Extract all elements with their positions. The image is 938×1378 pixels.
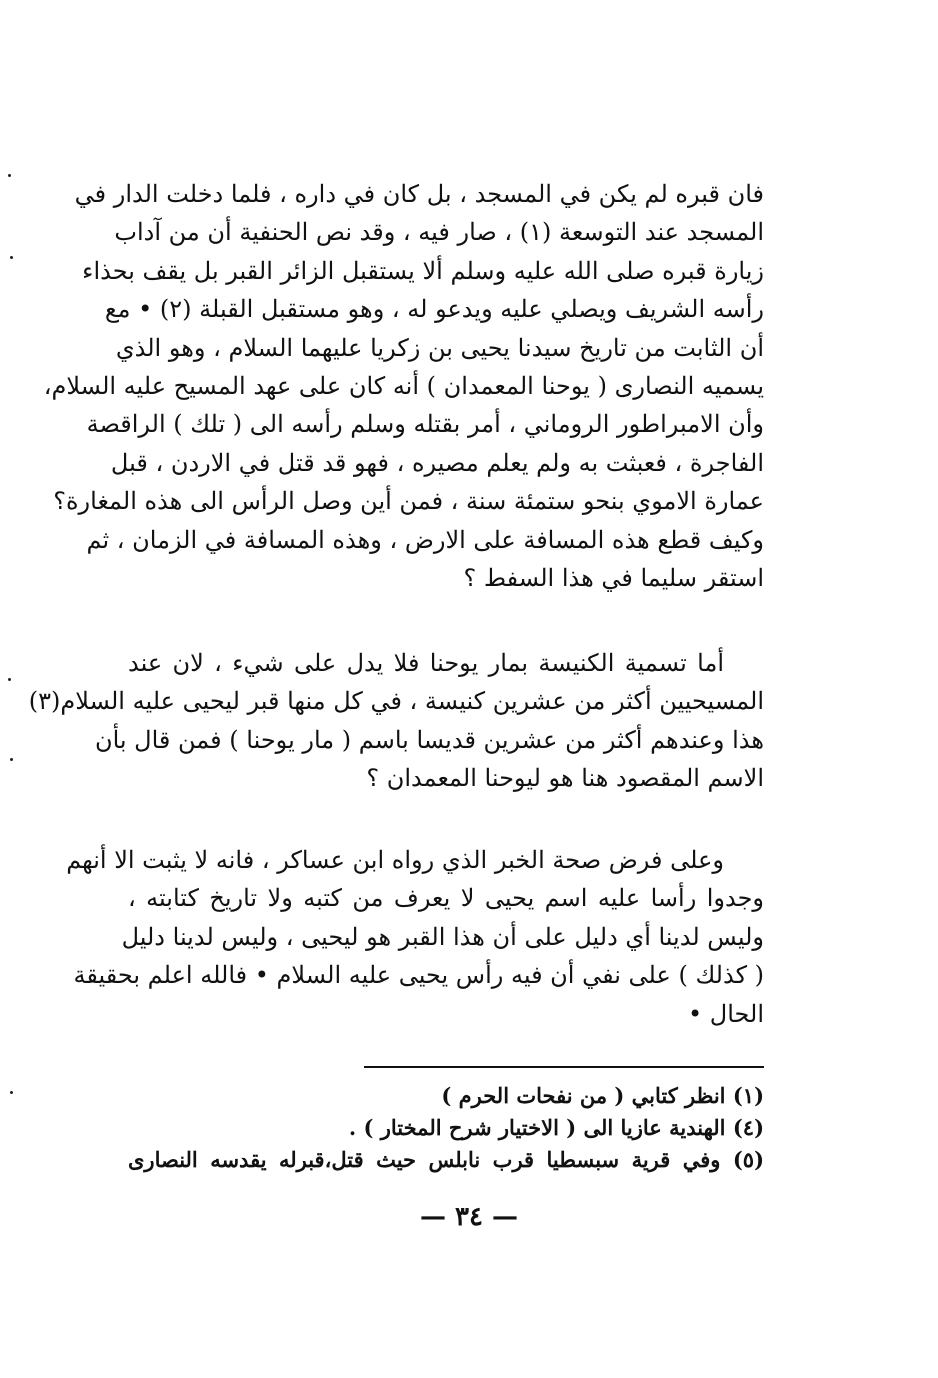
footnote-4: (٤) الهندية عازيا الى ( الاختيار شرح المختار ) . xyxy=(348,1115,764,1140)
text-line: هذا وعندهم أكثر من عشرين قديسا باسم ( مار يوحنا ) فمن قال بأن xyxy=(94,725,764,754)
text-line: استقر سليما في هذا السفط ؟ xyxy=(463,563,764,592)
footnote-1: (١) انظر كتابي ( من نفحات الحرم ) xyxy=(441,1083,764,1108)
text-line: وعلى فرض صحة الخبر الذي رواه ابن عساكر ، فانه لا يثبت الا أنهم xyxy=(66,846,724,874)
scan-speck xyxy=(10,256,13,259)
text-line: ( كذلك ) على نفي أن فيه رأس يحيى عليه السلام • فالله اعلم بحقيقة xyxy=(73,961,764,990)
text-line: وأن الامبراطور الروماني ، أمر بقتله وسلم رأسه الى ( تلك ) الراقصة xyxy=(86,410,764,439)
text-line: المسجد عند التوسعة (١) ، صار فيه ، وقد نص الحنفية أن من آداب xyxy=(114,218,764,247)
footnote-divider xyxy=(364,1066,764,1068)
text-line: الحال • xyxy=(687,999,764,1028)
page-number: — ٣٤ — xyxy=(419,1202,519,1232)
text-line: فان قبره لم يكن في المسجد ، بل كان في داره ، فلما دخلت الدار في xyxy=(74,180,764,208)
scan-speck xyxy=(8,678,11,681)
paragraph-2 xyxy=(28,644,764,798)
text-line: أما تسمية الكنيسة بمار يوحنا فلا يدل على شيء ، لان عند xyxy=(128,649,724,677)
text-line: أن الثابت من تاريخ سيدنا يحيى بن زكريا عليهما السلام ، وهو الذي xyxy=(115,333,764,362)
scan-speck xyxy=(8,174,11,177)
footnotes xyxy=(128,1080,764,1176)
text-line: يسميه النصارى ( يوحنا المعمدان ) أنه كان على عهد المسيح عليه السلام، xyxy=(43,371,764,400)
text-line: عمارة الاموي بنحو ستمئة سنة ، فمن أين وصل الرأس الى هذه المغارة؟ xyxy=(53,487,764,516)
text-line: الفاجرة ، فعبثت به ولم يعلم مصيره ، فهو قد قتل في الاردن ، قبل xyxy=(110,448,764,477)
text-line: رأسه الشريف ويصلي عليه ويدعو له ، وهو مستقبل القبلة (٢) • مع xyxy=(104,295,764,324)
paragraph-3 xyxy=(66,841,764,1033)
text-line: وكيف قطع هذه المسافة على الارض ، وهذه المسافة في الزمان ، ثم xyxy=(86,525,764,554)
text-line: وليس لدينا أي دليل على أن هذا القبر هو ليحيى ، وليس لدينا دليل xyxy=(121,922,764,951)
text-line: وجدوا رأسا عليه اسم يحيى لا يعرف من كتبه ولا تاريخ كتابته ، xyxy=(128,884,764,913)
footnote-5: (٥) وفي قرية سبسطيا قرب نابلس حيث قتل،قبرله يقدسه النصارى xyxy=(128,1147,764,1172)
scan-speck xyxy=(10,758,13,761)
text-line: زيارة قبره صلى الله عليه وسلم ألا يستقبل الزائر القبر بل يقف بحذاء xyxy=(82,256,764,285)
text-line: الاسم المقصود هنا هو ليوحنا المعمدان ؟ xyxy=(366,764,764,793)
text-line: المسيحيين أكثر من عشرين كنيسة ، في كل منها قبر ليحيى عليه السلام(٣) xyxy=(28,687,764,716)
scan-speck xyxy=(10,1091,13,1094)
paragraph-1 xyxy=(43,175,764,597)
